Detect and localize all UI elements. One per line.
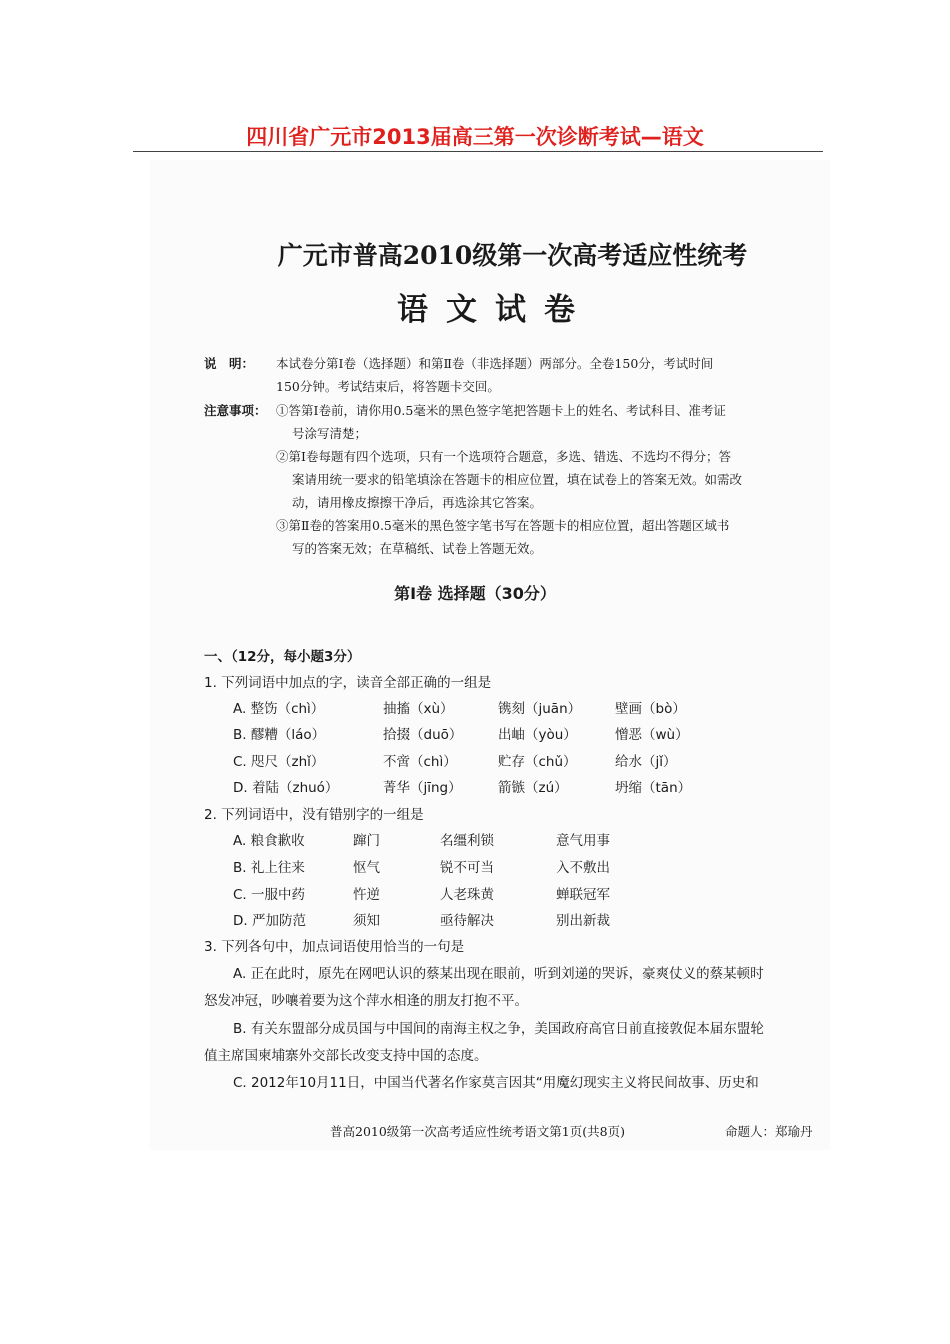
section-title: 第Ⅰ卷 选择题（30分） [394,584,556,603]
note-3b: 写的答案无效；在草稿纸、试卷上答题无效。 [292,541,543,556]
option-cell: 别出新裁 [556,913,610,929]
option-cell: 名缰利锁 [440,833,494,849]
note-2a: ②第Ⅰ卷每题有四个选项，只有一个选项符合题意，多选、错选、不选均不得分；答 [276,449,731,464]
note-1b: 号涂写清楚； [292,426,368,441]
header-divider [133,151,823,152]
option-cell: 怄气 [353,860,380,876]
part-heading: 一、（12分，每小题3分） [204,649,361,665]
question-3-option-b-line-1: B. 有关东盟部分成员国与中国间的南海主权之争，美国政府高官日前直接敦促本届东盟轮 [233,1021,764,1037]
question-2-stem: 2. 下列词语中，没有错别字的一组是 [204,807,424,823]
option-cell: 给水（jǐ） [615,754,677,770]
page-footer-author: 命题人：郑瑜丹 [725,1124,813,1139]
option-cell: 出岫（yòu） [498,727,577,743]
option-cell: A. 粮食歉收 [233,833,305,849]
option-cell: D. 严加防范 [233,913,306,929]
option-cell: C. 一服中药 [233,887,306,903]
option-cell: 坍缩（tān） [615,780,692,796]
option-cell: 锐不可当 [440,860,494,876]
option-cell: 憎恶（wù） [615,727,689,743]
option-cell: C. 咫尺（zhǐ） [233,754,325,770]
question-3-stem: 3. 下列各句中，加点词语使用恰当的一句是 [204,939,465,955]
question-3-option-b-line-2: 值主席国柬埔寨外交部长改变支持中国的态度。 [204,1048,488,1064]
option-cell: 箭镞（zú） [498,780,568,796]
note-1a: ①答第Ⅰ卷前，请你用0.5毫米的黑色签字笔把答题卡上的姓名、考试科目、准考证 [276,403,726,418]
option-cell: 意气用事 [556,833,610,849]
explain-line-1: 本试卷分第Ⅰ卷（选择题）和第Ⅱ卷（非选择题）两部分。全卷150分，考试时间 [276,356,714,371]
option-cell: 须知 [353,913,380,929]
note-2b: 案请用统一要求的铅笔填涂在答题卡的相应位置，填在试卷上的答案无效。如需改 [292,472,743,487]
note-2c: 动，请用橡皮擦擦干净后，再选涂其它答案。 [292,495,543,510]
explain-label: 说 明： [204,356,255,371]
option-cell: 壁画（bò） [615,701,686,717]
option-cell: B. 醪糟（láo） [233,727,326,743]
option-cell: 镌刻（juān） [498,701,582,717]
option-cell: D. 着陆（zhuó） [233,780,339,796]
option-cell: 抽搐（xù） [383,701,454,717]
option-cell: 贮存（chǔ） [498,754,577,770]
option-cell: 蹿门 [353,833,380,849]
question-3-option-c-line-1: C. 2012年10月11日，中国当代著名作家莫言因其“用魔幻现实主义将民间故事、历史和 [233,1075,759,1091]
option-cell: B. 礼上往来 [233,860,305,876]
explain-line-2: 150分钟。考试结束后，将答题卡交回。 [276,379,500,394]
question-3-option-a-line-1: A. 正在此时，原先在网吧认识的蔡某出现在眼前，听到刘递的哭诉，豪爽仗义的蔡某顿时 [233,966,764,982]
option-cell: 拾掇（duō） [383,727,463,743]
question-3-option-a-line-2: 怒发冲冠，吵嚷着要为这个萍水相逢的朋友打抱不平。 [204,993,528,1009]
page-footer-info: 普高2010级第一次高考适应性统考语文第1页(共8页) [330,1124,625,1139]
option-cell: 亟待解决 [440,913,494,929]
option-cell: 入不敷出 [556,860,610,876]
exam-subtitle: 语文试卷 [397,292,593,328]
option-cell: 菁华（jīng） [383,780,462,796]
note-3a: ③第Ⅱ卷的答案用0.5毫米的黑色签字笔书写在答题卡的相应位置，超出答题区域书 [276,518,730,533]
option-cell: 蝉联冠军 [556,887,610,903]
document-header-title: 四川省广元市2013届高三第一次诊断考试—语文 [246,125,704,149]
exam-title: 广元市普高2010级第一次高考适应性统考 [277,241,748,270]
option-cell: 忤逆 [353,887,380,903]
option-cell: 不啻（chì） [383,754,457,770]
notes-label: 注意事项： [204,403,267,418]
question-1-stem: 1. 下列词语中加点的字，读音全部正确的一组是 [204,675,492,691]
option-cell: A. 整饬（chì） [233,701,325,717]
option-cell: 人老珠黄 [440,887,494,903]
